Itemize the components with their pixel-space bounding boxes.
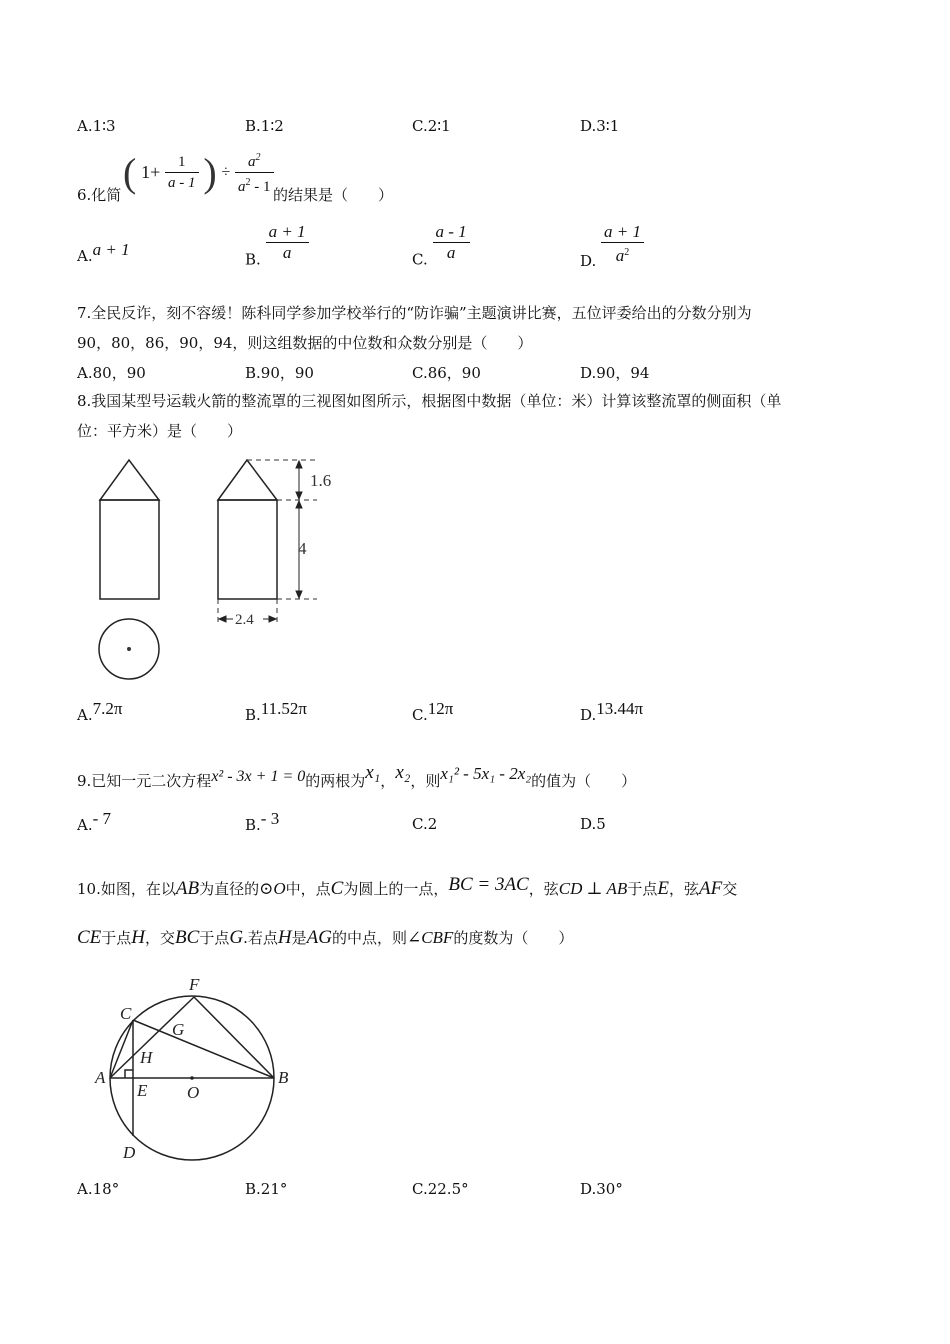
label-h: H [140,1048,153,1067]
q6-prefix: 6.化简 [77,186,122,204]
q6-expr-frac: $\frac{1}{a - 1}$ [165,152,199,193]
q7-option-d: D.90，94 [580,364,650,382]
q9-option-a: A.- 7 [77,809,112,834]
q10-option-b: B.21° [245,1180,288,1198]
q6-option-d: D. $\frac{a + 1}{a^2}$ [580,222,644,270]
q9-option-b: B.- 3 [245,809,280,834]
q6-option-c: C. $\frac{a - 1}{a}$ [412,222,470,269]
q9-option-d: D.5 [580,815,606,833]
segment-bc [133,1020,274,1078]
q6-option-b: B. $\frac{a + 1}{a}$ [245,222,309,269]
q9-option-c: C.2 [412,815,438,833]
label-f: F [189,975,200,994]
label-d: D [123,1143,136,1162]
q6-expr-frac2: $\frac{a^2}{a^2 - 1}$ [235,148,274,197]
q9-stem: 9.已知一元二次方程x² - 3x + 1 = 0的两根为x₁，x₂，则x₁² - 5x₁ - 2x₂的值为（ ） [77,762,637,790]
front-view-cone [100,460,159,500]
q10-option-d: D.30° [580,1180,623,1198]
q6-expression: ( 1+ $\frac{1}{a - 1}$ ) ÷ $\frac{a^2}{a^2 - 1}$ [123,148,274,196]
right-angle-mark [125,1070,133,1078]
label-b: B [278,1068,289,1087]
q7-option-c: C.86，90 [412,364,481,382]
q6-suffix: 的结果是（ ） [273,186,394,204]
q9-root1: x₁ [365,762,381,783]
q8-stem-line2: 位：平方米）是（ ） [77,422,243,440]
q5-option-d: D.3∶1 [580,117,620,135]
q10-option-a: A.18° [77,1180,120,1198]
label-c: C [120,1004,132,1023]
dim-label-mid: 4 [298,539,307,558]
q8-option-c: C.12π [412,699,454,724]
q5-option-b: B.1∶2 [245,117,284,135]
q5-option-a: A.1∶3 [77,117,116,135]
label-g: G [172,1020,185,1039]
q8-stem-line1: 8.我国某型号运载火箭的整流罩的三视图如图所示，根据图中数据（单位：米）计算该整流罩的侧面积（单 [77,392,782,410]
dim-label-top: 1.6 [310,471,332,490]
q10-stem-line2: CE于点H，交BC于点G.若点H是AG的中点，则∠CBF的度数为（ ） [77,927,574,948]
q8-option-d: D.13.44π [580,699,644,724]
center-dot [190,1076,194,1080]
q9-root2: x₂ [395,762,411,783]
dimension-arrows [219,461,302,622]
side-view [218,460,277,599]
q8-three-view-figure [85,448,345,688]
q8-option-b: B.11.52π [245,699,307,724]
front-view [100,460,159,599]
segment-fb [194,997,274,1078]
side-view-cylinder [218,500,277,599]
q6-option-a: A.a + 1 [77,240,130,265]
q7-stem-line2: 90，80，86，90，94，则这组数据的中位数和众数分别是（ ） [77,334,533,352]
dim-label-width: 2.4 [235,612,254,628]
q6-expr-div: ÷ [221,163,231,181]
front-view-cylinder [100,500,159,599]
q7-option-a: A.80，90 [77,364,146,382]
q6-expr-one: 1+ [141,162,161,182]
top-view-center-dot [127,647,131,651]
q9-expression: x₁² - 5x₁ - 2x₂ [440,764,532,783]
q10-option-c: C.22.5° [412,1180,469,1198]
label-e: E [137,1081,148,1100]
q7-option-b: B.90，90 [245,364,314,382]
label-a: A [95,1068,106,1087]
q8-option-a: A.7.2π [77,699,123,724]
q10-stem-line1: 10.如图，在以AB为直径的⊙O中，点C为圆上的一点，BC = 3AC，弦CD ⊥ AB于点E，弦AF交 [77,874,738,899]
side-view-cone [218,460,277,500]
label-o: O [187,1083,200,1102]
q5-option-c: C.2∶1 [412,117,451,135]
q10-circle-figure [85,965,300,1170]
q7-stem-line1: 7.全民反诈，刻不容缓！陈科同学参加学校举行的“防诈骗”主题演讲比赛，五位评委给出的分数分别为 [77,304,752,322]
q9-equation: x² - 3x + 1 = 0 [211,768,306,785]
